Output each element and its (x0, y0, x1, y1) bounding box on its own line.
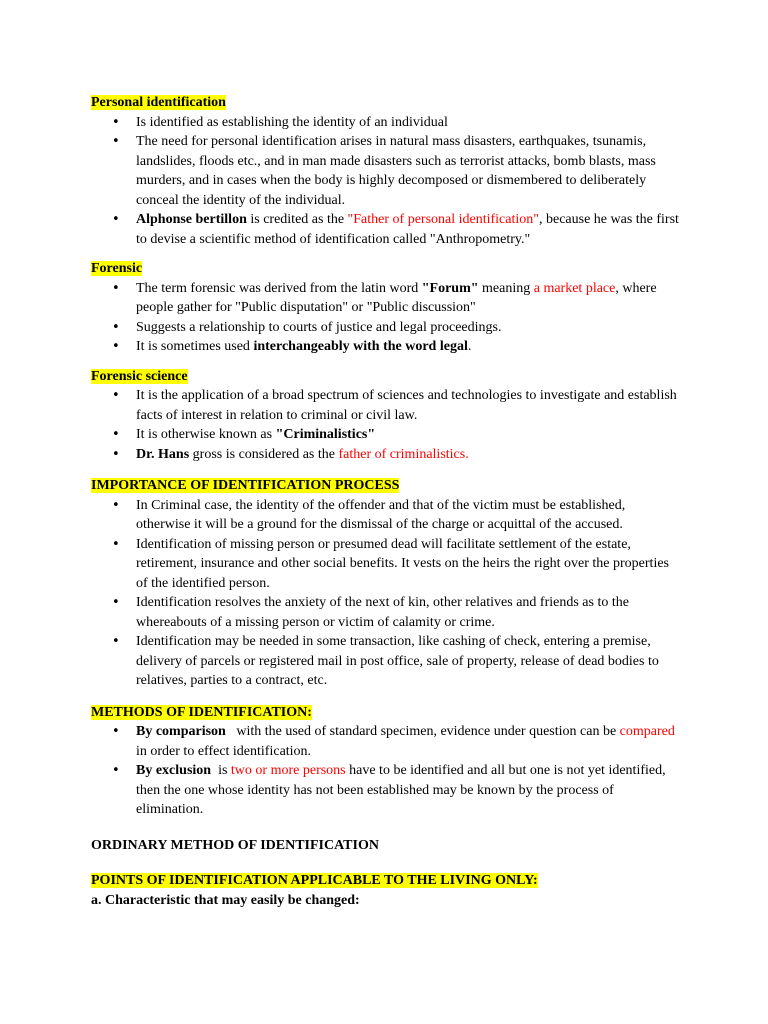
list-item: • By exclusion is two or more persons have to be identified and all but one is not yet identified, then the one whose identity has not been established may be known by the process of elimination. (91, 761, 681, 820)
list-item: • Alphonse bertillon is credited as the "Father of personal identification", because he was the first to devise a scientific method of identification called "Anthropometry." (91, 210, 681, 249)
bullet-list (91, 722, 681, 820)
bullet-list (91, 386, 681, 464)
section-heading: IMPORTANCE OF IDENTIFICATION PROCESS (91, 478, 400, 493)
list-item: • Identification of missing person or presumed dead will facilitate settlement of the estate, retirement, insurance and other social benefits. It vests on the heirs the right over the properties of the identified person. (91, 535, 681, 594)
list-item: • Is identified as establishing the identity of an individual (91, 113, 681, 133)
list-item: • By comparison with the used of standard specimen, evidence under question can be compared in order to effect identification. (91, 722, 681, 761)
section-personal-identification (91, 93, 681, 249)
points-heading: POINTS OF IDENTIFICATION APPLICABLE TO THE LIVING ONLY: (91, 873, 538, 888)
bullet-list (91, 279, 681, 357)
section-heading: Forensic (91, 261, 143, 276)
section-heading: METHODS OF IDENTIFICATION: (91, 704, 312, 720)
section-forensic-science (91, 367, 681, 465)
list-item: • In Criminal case, the identity of the offender and that of the victim must be established, otherwise it will be a ground for the dismissal of the charge or acquittal of the accused. (91, 496, 681, 535)
section-heading: Forensic science (91, 368, 188, 384)
ordinary-method-heading: ORDINARY METHOD OF IDENTIFICATION (91, 837, 379, 853)
document-content (91, 93, 681, 910)
list-item: • Identification may be needed in some transaction, like cashing of check, entering a premise, delivery of parcels or registered mail in post office, sale of property, release of dead bodies to relatives, parties to a contract, etc. (91, 632, 681, 691)
section-heading: Personal identification (91, 95, 226, 110)
section-methods (91, 703, 681, 820)
section-forensic (91, 259, 681, 357)
list-item: • It is sometimes used interchangeably with the word legal. (91, 337, 681, 357)
list-item: • The need for personal identification arises in natural mass disasters, earthquakes, tsunamis, landslides, floods etc., and in man made disasters such as terrorist attacks, bomb blasts, mass murders, and in cases when the body is highly decomposed or dismembered to deliberately conceal the identity of the individual. (91, 132, 681, 210)
list-item: • Identification resolves the anxiety of the next of kin, other relatives and friends as to the whereabouts of a missing person or victim of calamity or crime. (91, 593, 681, 632)
list-item: • The term forensic was derived from the latin word "Forum" meaning a market place, where people gather for "Public disputation" or "Public discussion" (91, 279, 681, 318)
list-item: • It is otherwise known as "Criminalistics" (91, 425, 681, 445)
bullet-list (91, 496, 681, 691)
list-item: • Suggests a relationship to courts of justice and legal proceedings. (91, 318, 681, 338)
list-item: • Dr. Hans gross is considered as the father of criminalistics. (91, 445, 681, 465)
subheading-a: a. Characteristic that may easily be changed: (91, 892, 360, 908)
list-item: • It is the application of a broad spectrum of sciences and technologies to investigate and establish facts of interest in relation to criminal or civil law. (91, 386, 681, 425)
bullet-list (91, 113, 681, 250)
section-importance (91, 476, 681, 691)
